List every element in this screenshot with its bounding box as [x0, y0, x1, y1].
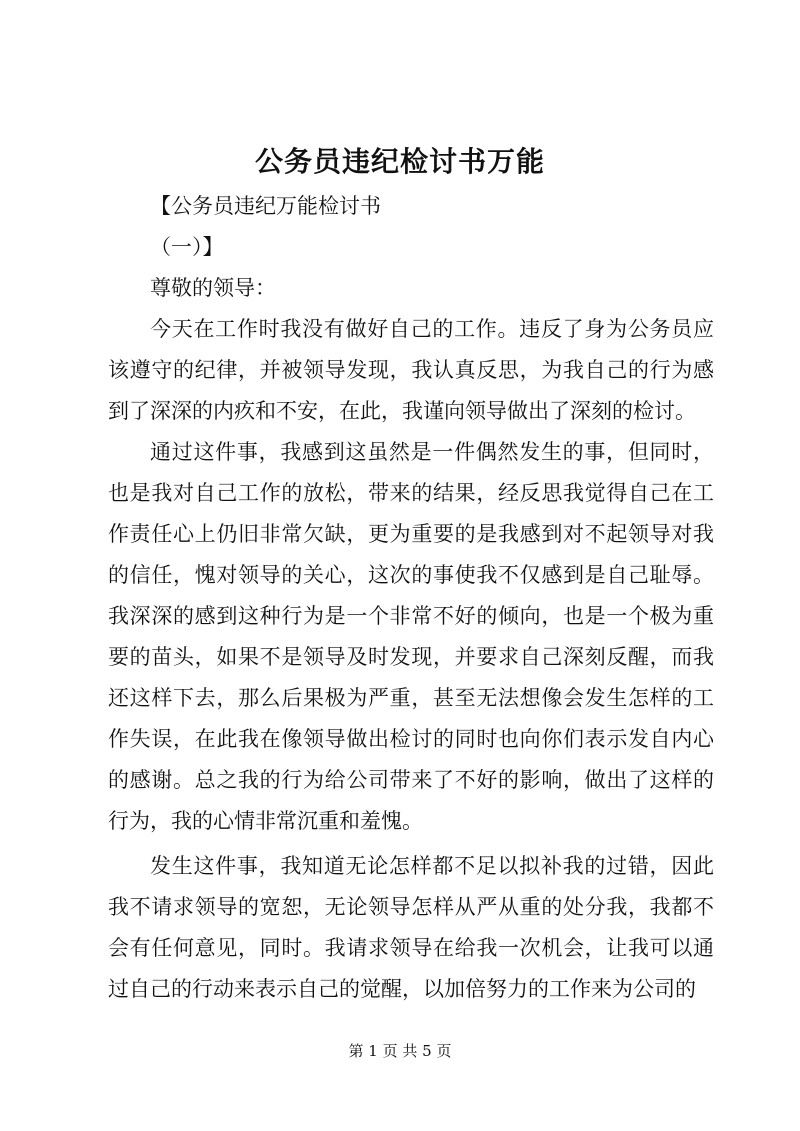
paragraph-2: 通过这件事，我感到这虽然是一件偶然发生的事，但同时，也是我对自己工作的放松，带来的结果，经反思我觉得自己在工作责任心上仍旧非常欠缺，更为重要的是我感到对不起领导对我的信任，愧对领导的关心，这次的事使我不仅感到是自己耻辱。我深深的感到这种行为是一个非常不好的倾向，也是一个极为重要的苗头，如果不是领导及时发现，并要求自己深刻反醒，而我还这样下去，那么后果极为严重，甚至无法想像会发生怎样的工作失误，在此我在像领导做出检讨的同时也向你们表示发自内心的感谢。总之我的行为给公司带来了不好的影响，做出了这样的行为，我的心情非常沉重和羞愧。 — [108, 440, 714, 833]
paragraph-1: 今天在工作时我没有做好自己的工作。违反了身为公务员应该遵守的纪律，并被领导发现，我认真反思，为我自己的行为感到了深深的内疚和不安，在此，我谨向领导做出了深刻的检讨。 — [108, 317, 714, 423]
heading-line-1: 【公务员违纪万能检讨书 — [150, 194, 381, 218]
salutation: 尊敬的领导： — [150, 276, 276, 300]
page-number-footer: 第 1 页 共 5 页 — [348, 1042, 452, 1060]
paragraph-3: 发生这件事，我知道无论怎样都不足以拟补我的过错，因此我不请求领导的宽恕，无论领导怎样从严从重的处分我，我都不会有任何意见，同时。我请求领导在给我一次机会，让我可以通过自己的行动来表示自己的觉醒，以加倍努力的工作来为公司的 — [108, 854, 714, 1001]
document-body — [108, 186, 714, 1010]
document-title: 公务员违纪检讨书万能 — [254, 145, 545, 178]
heading-line-2: （一）】 — [150, 235, 224, 259]
